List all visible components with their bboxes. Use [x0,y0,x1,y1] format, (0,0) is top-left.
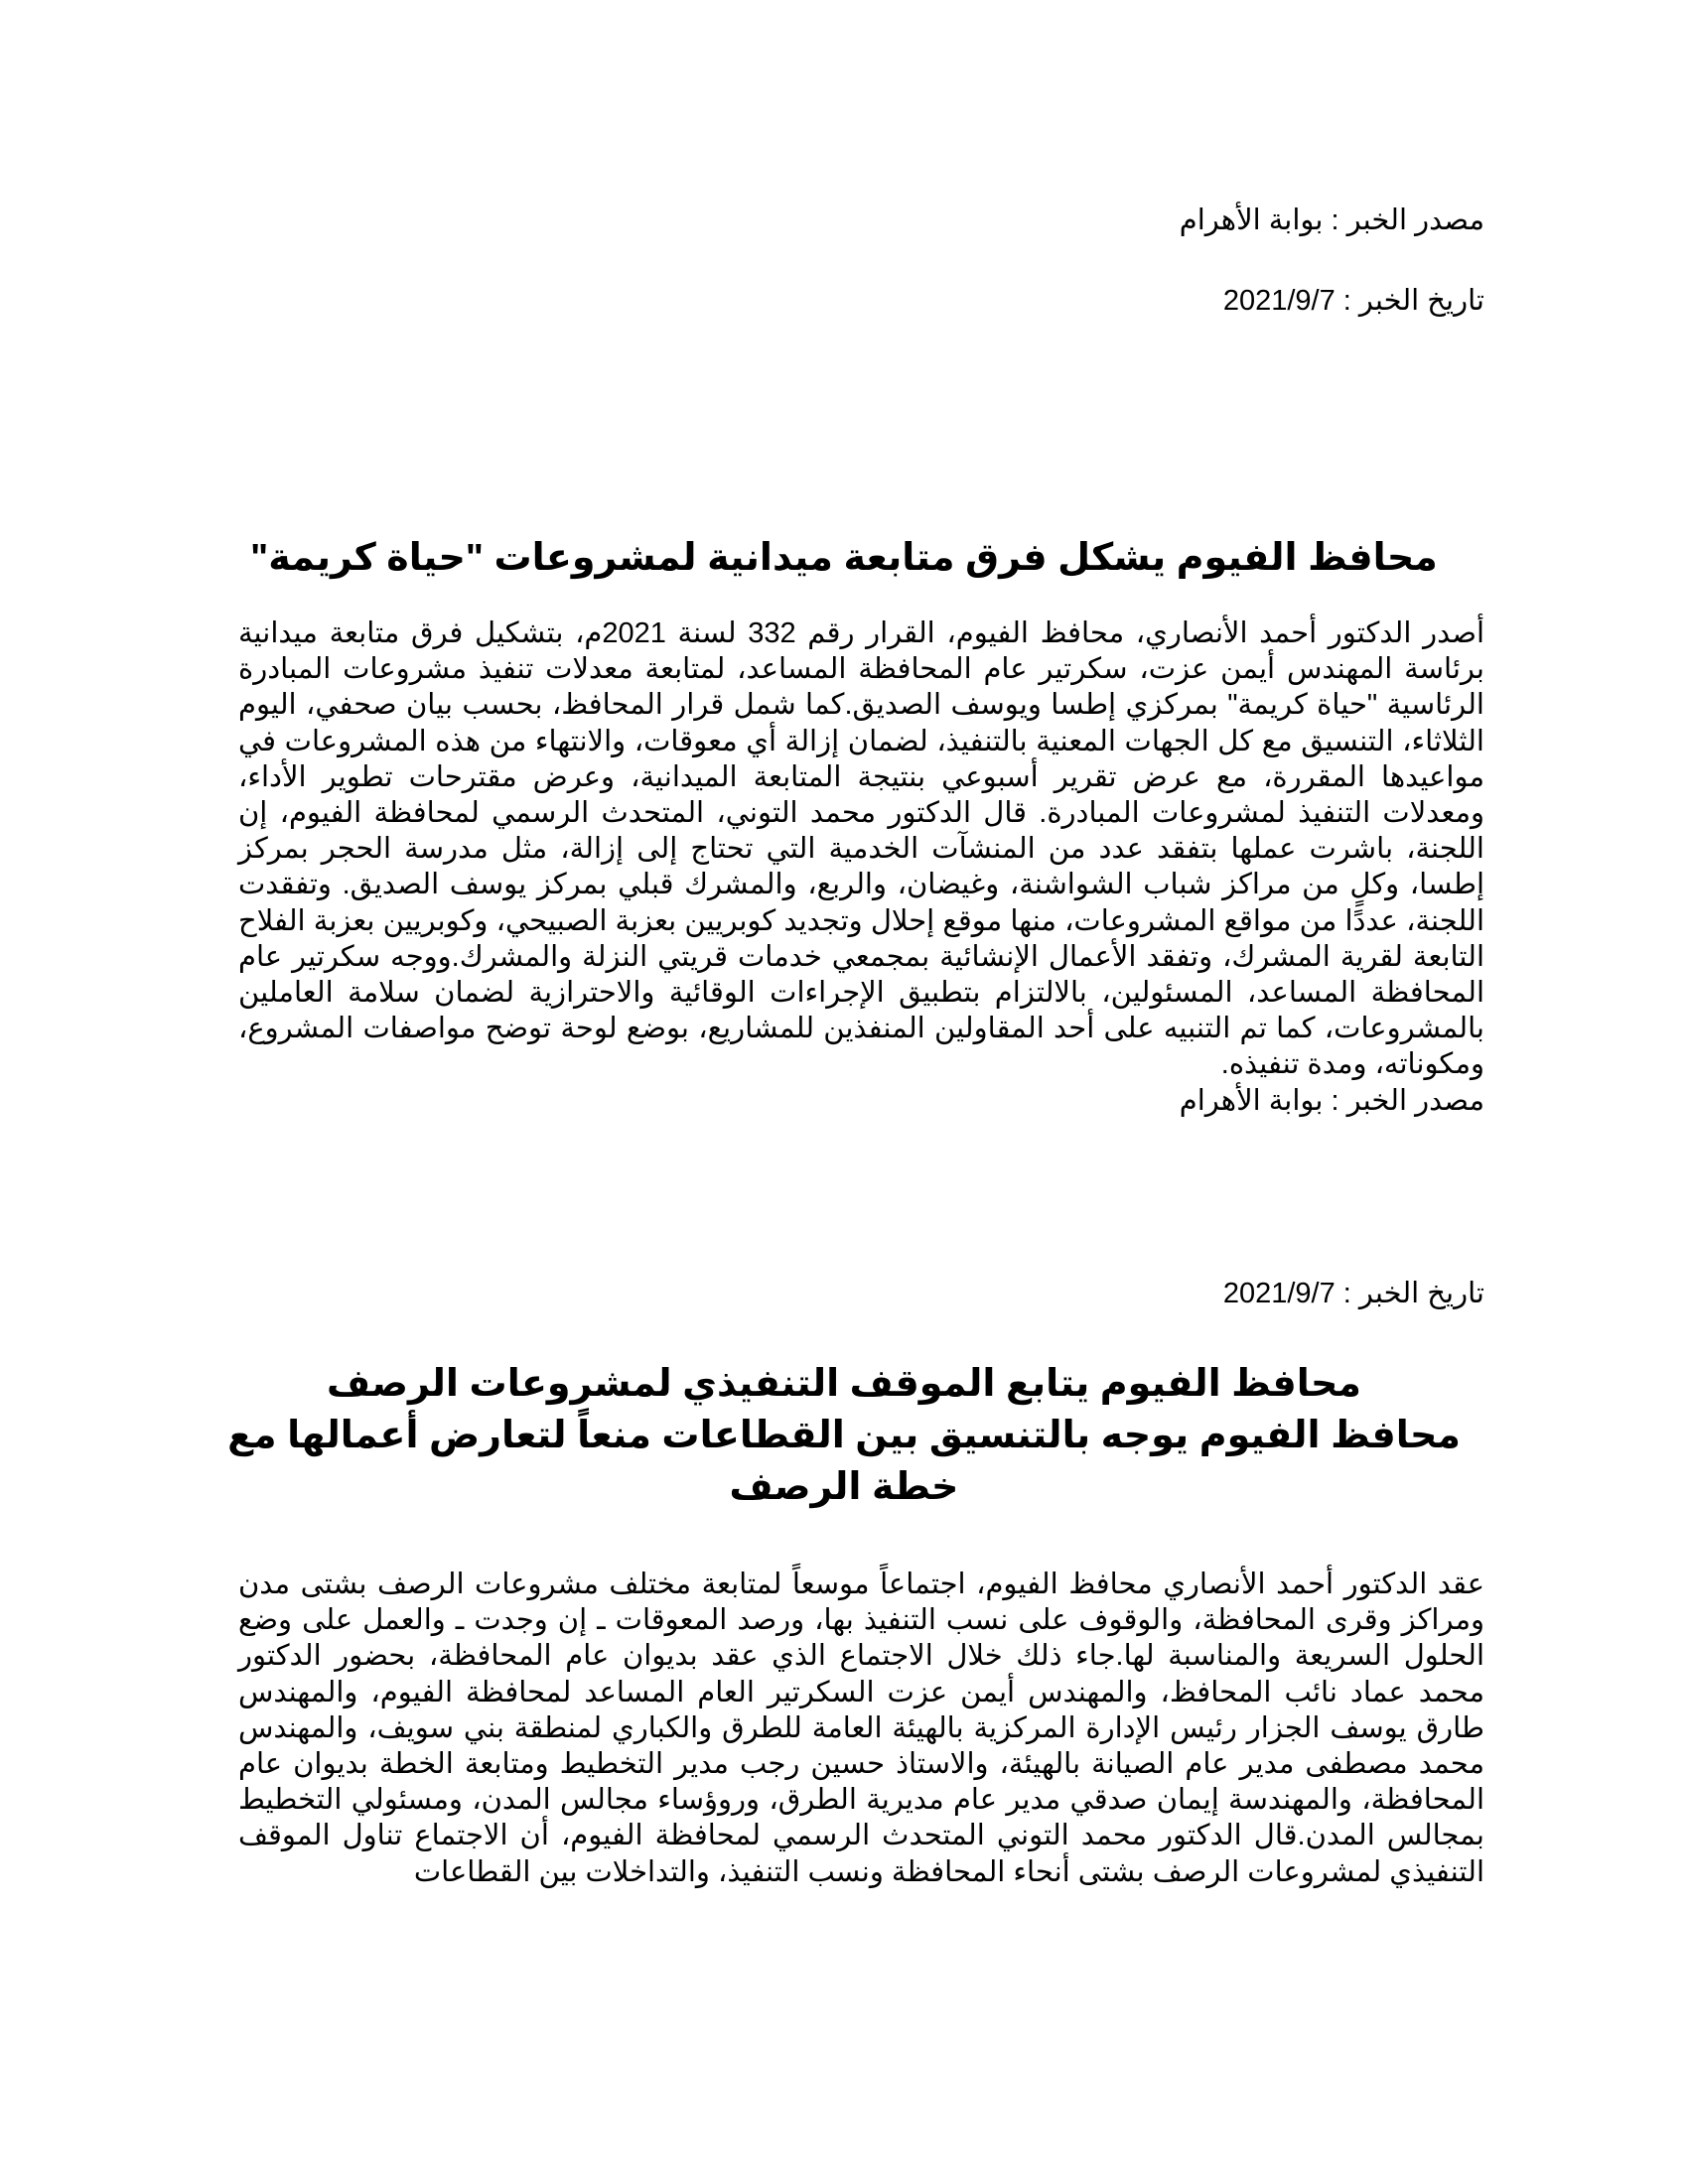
article-paragraph: أصدر الدكتور أحمد الأنصاري، محافظ الفيوم، القرار رقم 332 لسنة 2021م، بتشكيل فرق متابعة ميدانية برئاسة المهندس أيمن عزت، سكرتير عام المحافظة المساعد، لمتابعة معدلات تنفيذ مشروعات المبادرة الرئاسية "حياة كريمة" بمركزي إطسا ويوسف الصديق.كما شمل قرار المحافظ، بحسب بيان صحفي، اليوم الثلاثاء، التنسيق مع كل الجهات المعنية بالتنفيذ، لضمان إزالة أي معوقات، والانتهاء من هذه المشروعات في مواعيدها المقررة، مع عرض تقرير أسبوعي بنتيجة المتابعة الميدانية، وعرض مقترحات تطوير الأداء، ومعدلات التنفيذ لمشروعات المبادرة. قال الدكتور محمد التوني، المتحدث الرسمي لمحافظة الفيوم، إن اللجنة، باشرت عملها بتفقد عدد من المنشآت الخدمية التي تحتاج إلى إزالة، مثل مدرسة الحجر بمركز إطسا، وكلٍ من مراكز شباب الشواشنة، وغيضان، والربع، والمشرك قبلي بمركز يوسف الصديق. وتفقدت اللجنة، عددًا من مواقع المشروعات، منها موقع إحلال وتجديد كوبريين بعزبة الصبيحي، وكوبريين بعزبة الفلاح التابعة لقرية المشرك، وتفقد الأعمال الإنشائية بمجمعي خدمات قريتي النزلة والمشرك.ووجه سكرتير عام المحافظة المساعد، المسئولين، بالالتزام بتطبيق الإجراءات الوقائية والاحترازية لضمان سلامة العاملين بالمشروعات، كما تم التنبيه على أحد المقاولين المنفذين للمشاريع، بوضع لوحة توضح مواصفات المشروع، ومكوناته، ومدة تنفيذه. [238,617,1485,1081]
article-body [238,615,1484,1119]
article-body [238,1567,1484,1890]
news-source: مصدر الخبر : بوابة الأهرام [1179,205,1484,236]
article-title-line: محافظ الفيوم يتابع الموقف التنفيذي لمشروعات الرصف [327,1363,1361,1405]
article-paragraph: عقد الدكتور أحمد الأنصاري محافظ الفيوم، اجتماعاً موسعاً لمتابعة مختلف مشروعات الرصف بشتى مدن ومراكز وقرى المحافظة، والوقوف على نسب التنفيذ بها، ورصد المعوقات ـ إن وجدت ـ والعمل على وضع الحلول السريعة والمناسبة لها.جاء ذلك خلال الاجتماع الذي عقد بديوان عام المحافظة، بحضور الدكتور محمد عماد نائب المحافظ، والمهندس أيمن عزت السكرتير العام المساعد لمحافظة الفيوم، والمهندس طارق يوسف الجزار رئيس الإدارة المركزية بالهيئة العامة للطرق والكباري لمنطقة بني سويف، والمهندس محمد مصطفى مدير عام الصيانة بالهيئة، والاستاذ حسين رجب مدير التخطيط ومتابعة الخطة بديوان عام المحافظة، والمهندسة إيمان صدقي مدير عام مديرية الطرق، وروؤساء مجالس المدن، ومسئولي التخطيط بمجالس المدن.قال الدكتور محمد التوني المتحدث الرسمي لمحافظة الفيوم، أن الاجتماع تناول الموقف التنفيذي لمشروعات الرصف بشتى أنحاء المحافظة ونسب التنفيذ، والتداخلات بين القطاعات [238,1569,1484,1888]
news-date: تاريخ الخبر : 2021/9/7 [1222,285,1484,317]
article-title [199,1358,1489,1513]
news-date: تاريخ الخبر : 2021/9/7 [1222,1278,1484,1309]
article-title: محافظ الفيوم يشكل فرق متابعة ميدانية لمشروعات "حياة كريمة" [250,537,1438,579]
news-source: مصدر الخبر : بوابة الأهرام [1179,1084,1484,1117]
article-subtitle: محافظ الفيوم يوجه بالتنسيق بين القطاعات منعاً لتعارض أعمالها مع خطة الرصف [227,1415,1461,1508]
